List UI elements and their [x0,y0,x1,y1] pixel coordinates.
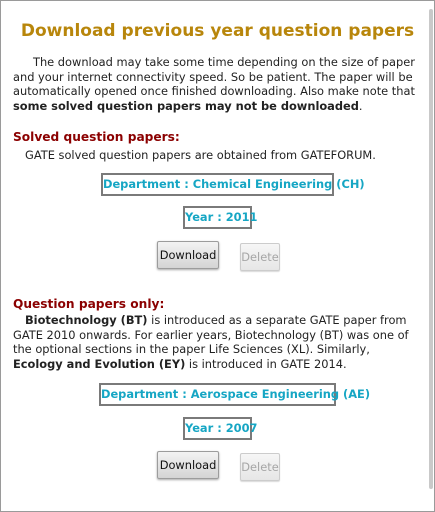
solved-download-button[interactable]: Download [157,241,219,269]
papers-only-heading: Question papers only: [13,297,165,311]
solved-department-selector[interactable]: Department : Chemical Engineering (CH) [101,173,334,196]
scrollbar[interactable] [429,9,433,489]
papers-department-selector[interactable]: Department : Aerospace Engineering (AE) [99,383,336,406]
solved-year-selector[interactable]: Year : 2011 [183,206,252,229]
papers-download-button[interactable]: Download [157,451,219,479]
papers-delete-button[interactable]: Delete [240,453,280,481]
page-title: Download previous year question papers [20,21,415,41]
solved-description: GATE solved question papers are obtained from GATEFORUM. [25,148,376,162]
papers-only-description [13,313,423,371]
biotechnology-label: Biotechnology (BT) [25,313,148,327]
papers-only-text-1: is introduced as a separate GATE paper from GATE 2010 onwards. For earlier years, Biotechnology (BT) was one of the optional sections in the paper Life Sciences (XL). Similarly, [13,313,409,356]
ecology-label: Ecology and Evolution (EY) [13,356,186,371]
solved-delete-button[interactable]: Delete [240,243,280,271]
intro-end: . [358,98,363,113]
papers-year-selector[interactable]: Year : 2007 [183,417,252,440]
intro-paragraph [13,55,423,113]
solved-heading: Solved question papers: [13,130,180,144]
intro-bold-note: some solved question papers may not be downloaded [13,98,359,113]
papers-only-text-2: is introduced in GATE 2014. [185,356,347,371]
intro-text: The download may take some time depending on the size of paper and your internet connectivity speed. So be patient. The paper will be automatically opened once finished downloading. Also make note that [13,55,415,98]
